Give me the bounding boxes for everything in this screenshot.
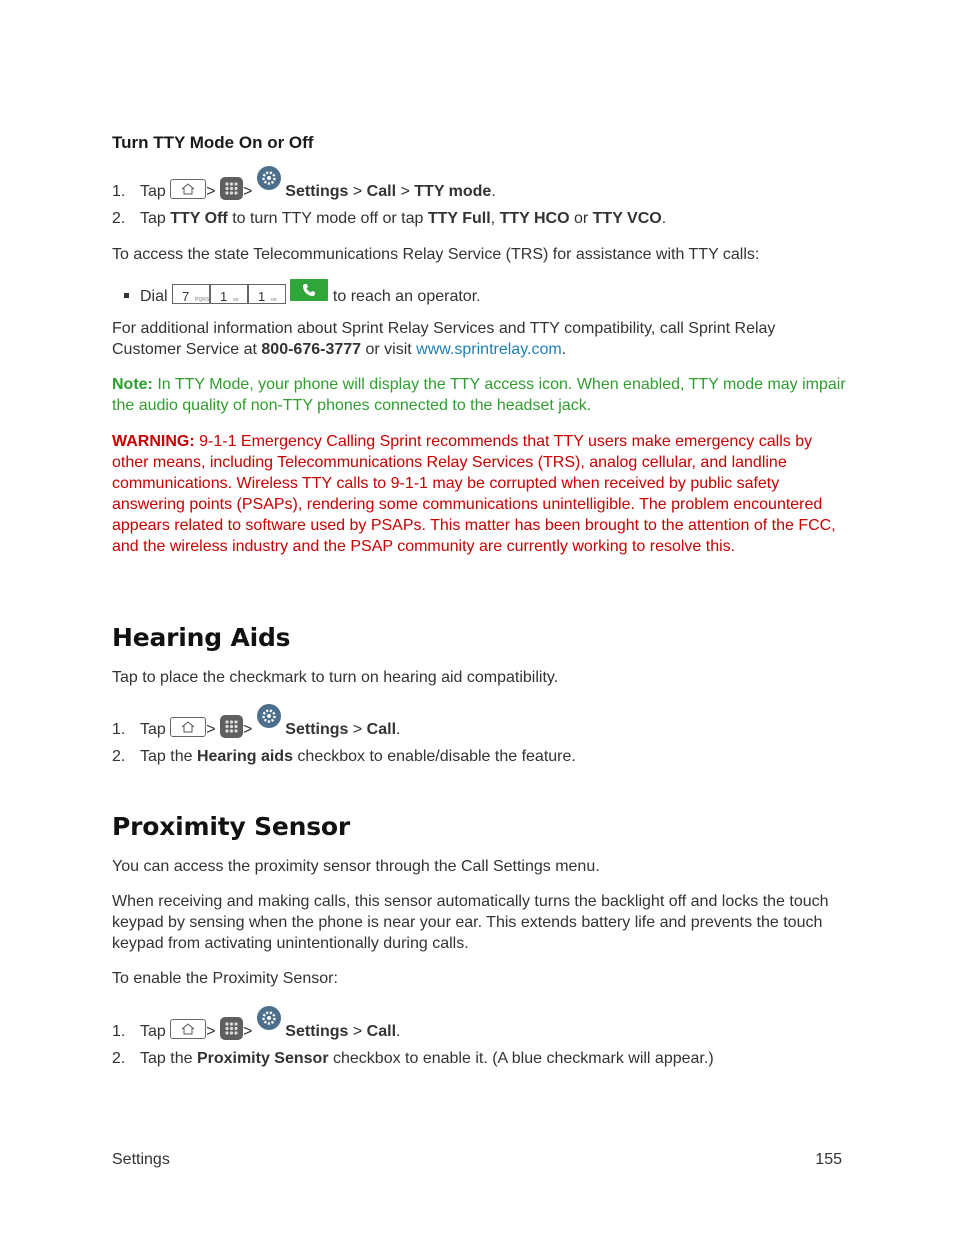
apps-icon [220, 177, 243, 200]
dial-bullet [112, 284, 847, 307]
sprint-relay-link[interactable]: www.sprintrelay.com [416, 341, 562, 358]
separator: > [206, 721, 216, 738]
footer-page-number: 155 [815, 1151, 842, 1168]
punctuation: . [661, 210, 667, 227]
separator: > [206, 1023, 216, 1040]
footer-section-name: Settings [112, 1151, 170, 1168]
punctuation: . [396, 1023, 401, 1040]
step-number: 1. [112, 1023, 126, 1040]
separator: > [243, 183, 253, 200]
tty-step-1 [112, 174, 847, 202]
home-key-icon [170, 717, 206, 737]
punctuation: . [561, 341, 567, 358]
step-text: or [573, 210, 589, 227]
separator: > [400, 183, 410, 200]
hearing-intro: Tap to place the checkmark to turn on hearing aid compatibility. [112, 669, 559, 686]
step-number: 2. [112, 1050, 126, 1067]
key-sub: oo [271, 297, 277, 303]
tty-warning [112, 431, 847, 557]
settings-gear-icon [257, 1006, 281, 1030]
key-digit: 7 [182, 289, 190, 304]
section-heading-tty: Turn TTY Mode On or Off [112, 133, 314, 152]
separator: > [352, 183, 363, 200]
proximity-step-1 [112, 1014, 847, 1042]
separator: > [352, 1023, 363, 1040]
tty-vco-label: TTY VCO [592, 210, 662, 227]
call-label: Call [366, 183, 397, 200]
hearing-step-1 [112, 712, 847, 740]
section-heading-proximity-sensor: Proximity Sensor [112, 812, 351, 841]
keypad-1-icon [210, 284, 248, 304]
separator: > [243, 1023, 253, 1040]
settings-label: Settings [285, 1023, 349, 1040]
call-label: Call [366, 721, 397, 738]
separator: > [206, 183, 216, 200]
warning-label: WARNING: [112, 433, 195, 450]
info-text: or visit [365, 341, 412, 358]
step-text: Tap [140, 1023, 166, 1040]
step-text: Tap [140, 183, 166, 200]
step-number: 2. [112, 748, 126, 765]
hearing-aids-label: Hearing aids [196, 748, 293, 765]
step-text: checkbox to enable/disable the feature. [297, 748, 576, 765]
step-text: Tap [140, 721, 166, 738]
bullet-marker [124, 293, 129, 298]
proximity-description: When receiving and making calls, this sensor automatically turns the backlight off and locks the touch keypad by sensing when the phone is near your ear. This extends battery life and prevents the touch keypad from activating unintentionally during calls. [112, 893, 829, 952]
settings-gear-icon [257, 166, 281, 190]
punctuation: . [396, 721, 401, 738]
home-key-icon [170, 1019, 206, 1039]
step-number: 1. [112, 721, 126, 738]
step-text: Tap the [140, 1050, 193, 1067]
call-label: Call [366, 1023, 397, 1040]
key-sub: oo [233, 297, 239, 303]
hearing-step-2 [112, 746, 847, 767]
step-number: 2. [112, 210, 126, 227]
note-label: Note: [112, 376, 153, 393]
tty-hco-label: TTY HCO [499, 210, 570, 227]
key-digit: 1 [258, 289, 266, 304]
punctuation: , [490, 210, 496, 227]
proximity-enable-intro: To enable the Proximity Sensor: [112, 970, 338, 987]
settings-label: Settings [285, 183, 349, 200]
tty-note [112, 374, 847, 416]
step-text: Tap the [140, 748, 193, 765]
key-digit: 1 [220, 289, 228, 304]
relay-phone-number: 800-676-3777 [261, 341, 362, 358]
section-heading-hearing-aids: Hearing Aids [112, 623, 291, 652]
home-key-icon [170, 179, 206, 199]
key-sub: PQRS [195, 297, 210, 303]
info-text: For additional information about Sprint Relay Services and TTY compatibility, call Sprint Relay Customer Service at [112, 320, 776, 358]
punctuation: . [491, 183, 496, 200]
trs-intro: To access the state Telecommunications Relay Service (TRS) for assistance with TTY calls: [112, 246, 760, 263]
call-key-icon [290, 279, 328, 301]
tty-full-label: TTY Full [427, 210, 491, 227]
tty-off-label: TTY Off [170, 210, 228, 227]
proximity-sensor-label: Proximity Sensor [196, 1050, 329, 1067]
keypad-1-icon [248, 284, 286, 304]
warning-text: 9-1-1 Emergency Calling Sprint recommends that TTY users make emergency calls by other means, including Telecommunications Relay Services (TRS), analog cellular, and landline communications. Wireless TTY calls to 9-1-1 may be corrupted when received by public safety answering points (PSAPs), rendering some communications unintelligible. The problem encountered appears related to software used by PSAPs. This matter has been brought to the attention of the FCC, and the wireless industry and the PSAP community are currently working to resolve this. [112, 433, 836, 555]
tty-mode-label: TTY mode [414, 183, 492, 200]
note-text: In TTY Mode, your phone will display the TTY access icon. When enabled, TTY mode may impair the audio quality of non-TTY phones connected to the headset jack. [112, 376, 846, 414]
proximity-intro: You can access the proximity sensor through the Call Settings menu. [112, 858, 600, 875]
tty-step-2 [112, 208, 847, 229]
step-number: 1. [112, 183, 126, 200]
settings-label: Settings [285, 721, 349, 738]
relay-info [112, 318, 847, 360]
separator: > [243, 721, 253, 738]
apps-icon [220, 715, 243, 738]
dial-after: to reach an operator. [332, 288, 481, 305]
proximity-step-2 [112, 1048, 847, 1069]
apps-icon [220, 1017, 243, 1040]
step-text: Tap [140, 210, 166, 227]
step-text: checkbox to enable it. (A blue checkmark will appear.) [333, 1050, 714, 1067]
settings-gear-icon [257, 704, 281, 728]
separator: > [352, 721, 363, 738]
step-text: to turn TTY mode off or tap [232, 210, 424, 227]
keypad-7-icon [172, 284, 210, 304]
dial-label: Dial [140, 288, 168, 305]
